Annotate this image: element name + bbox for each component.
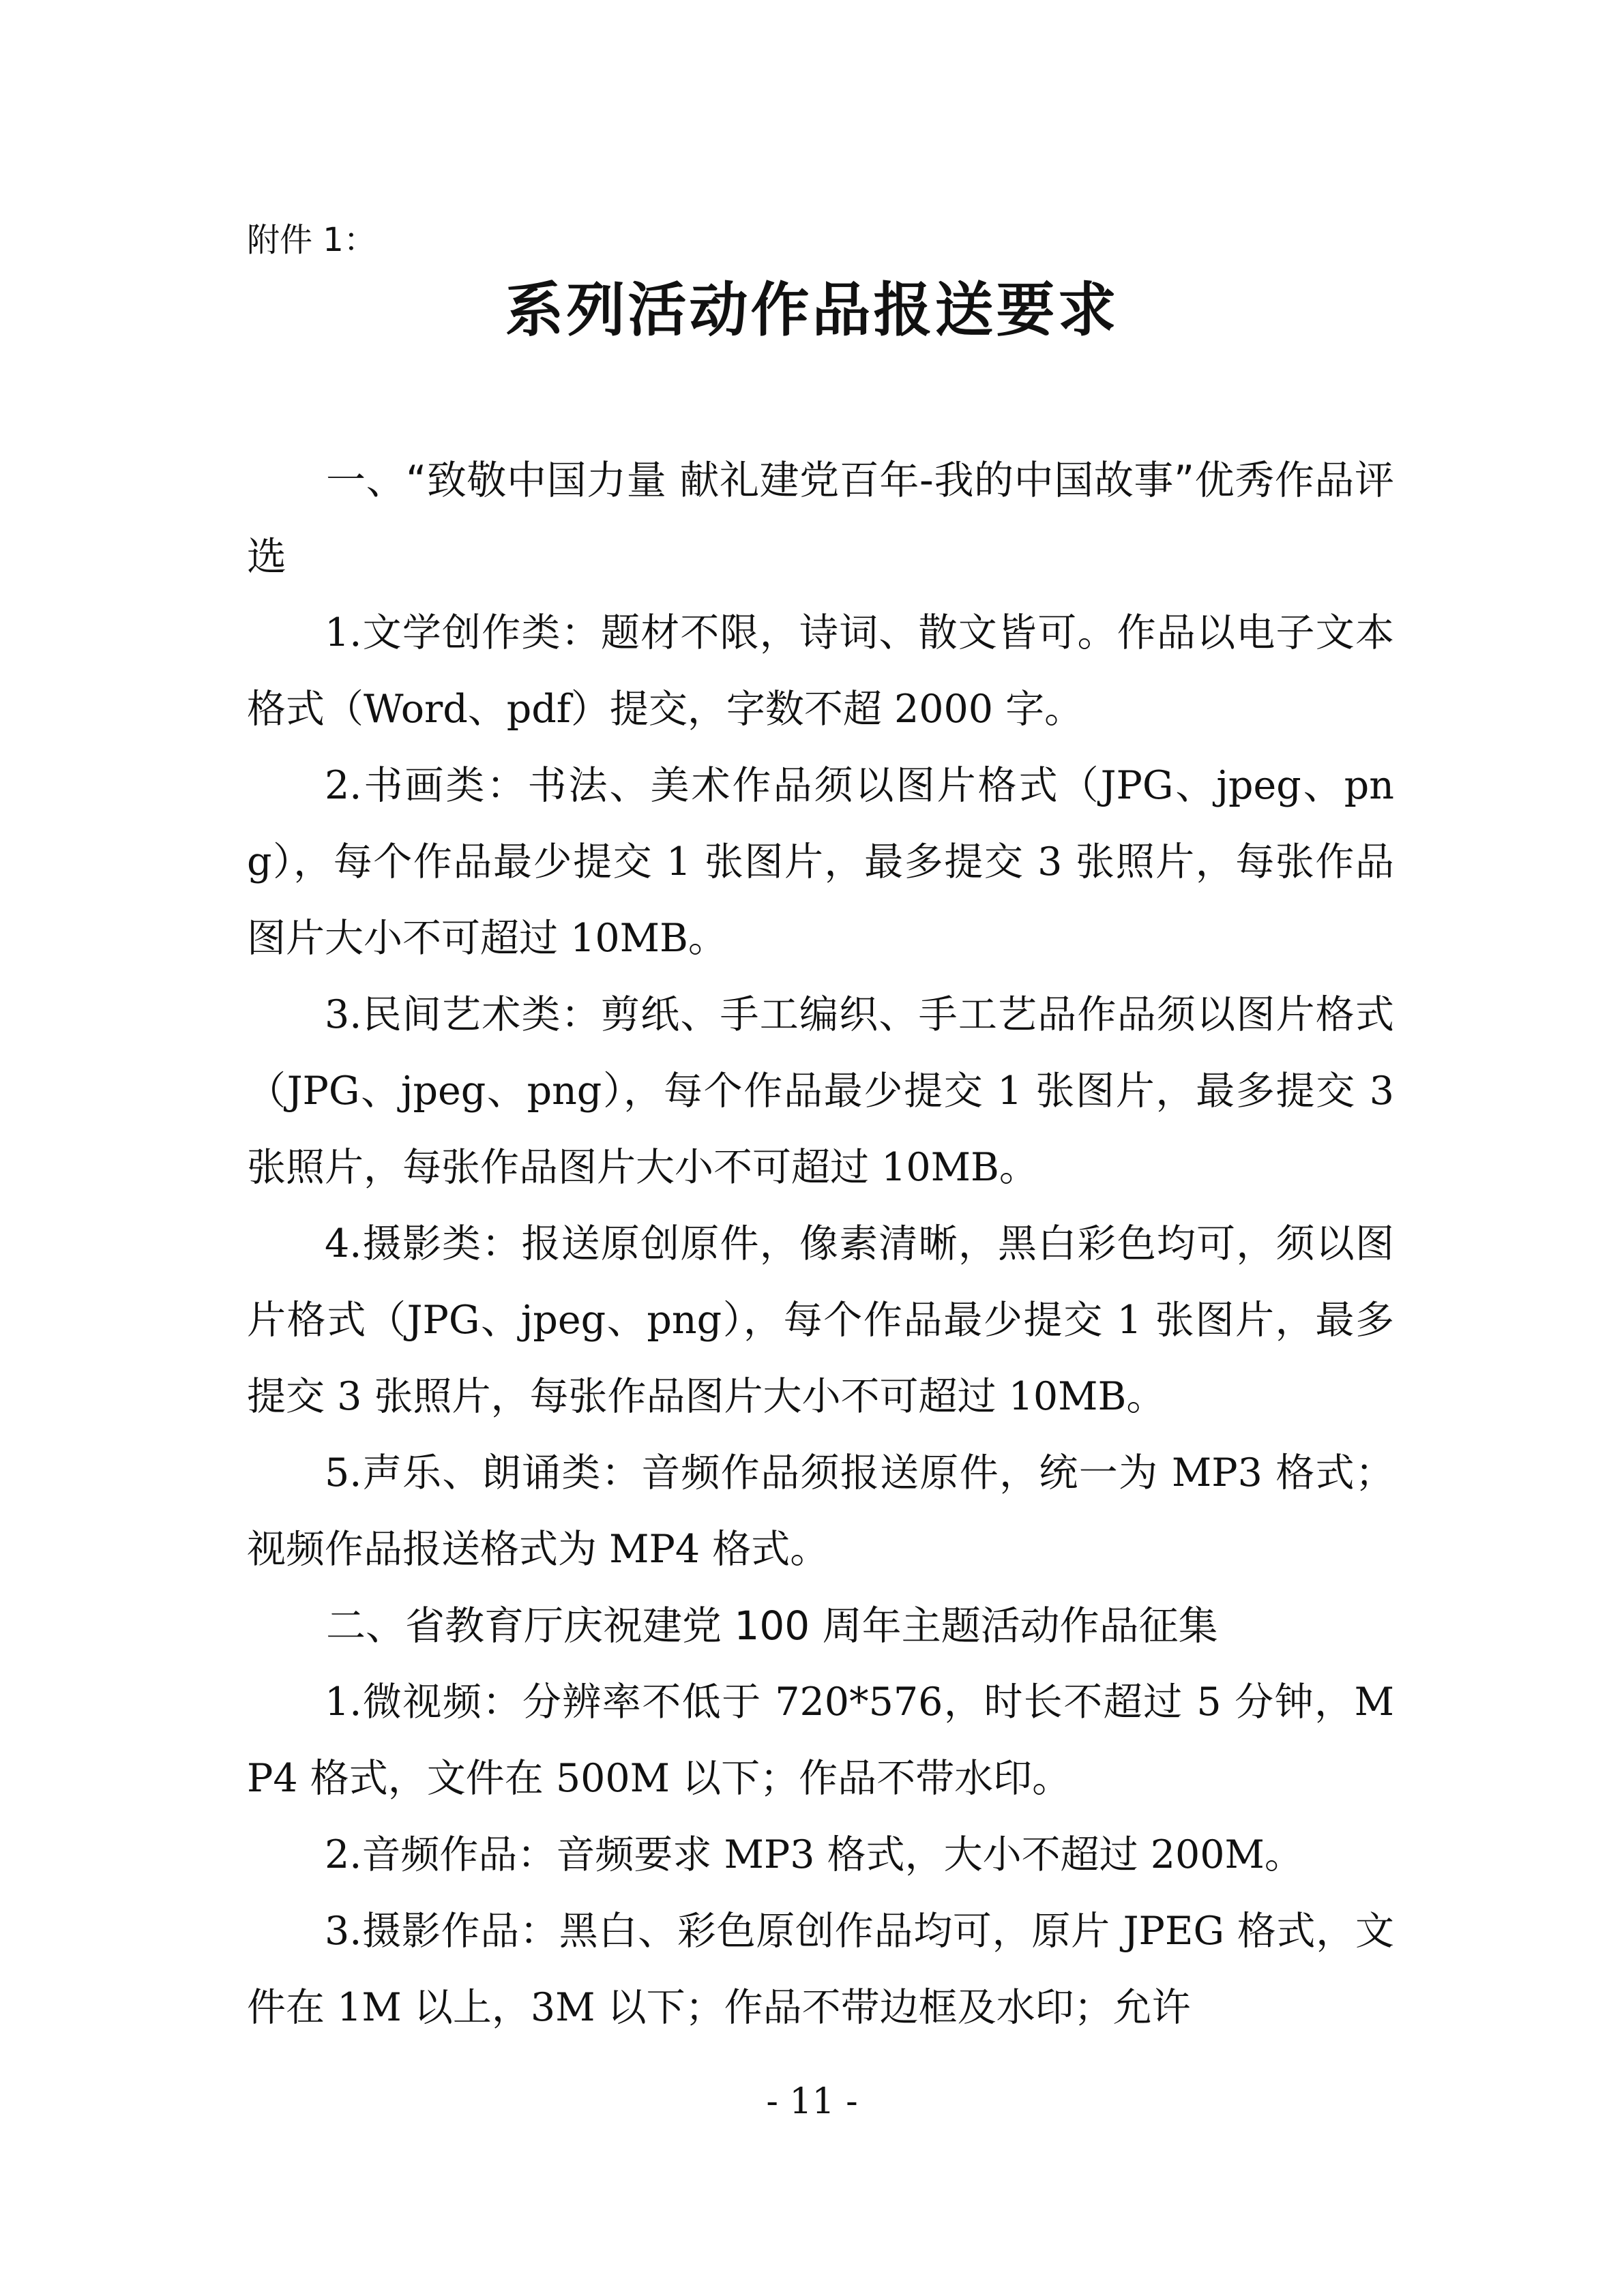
document-body <box>247 442 1394 2046</box>
document-title: 系列活动作品报送要求 <box>505 275 1119 344</box>
requirement-item: 3.摄影作品：黑白、彩色原创作品均可，原片 JPEG 格式，文件在 1M 以上，3M 以下；作品不带边框及水印；允许 <box>247 1909 1394 2030</box>
requirement-item: 2.音频作品：音频要求 MP3 格式，大小不超过 200M。 <box>325 1832 1303 1877</box>
requirement-item: 3.民间艺术类：剪纸、手工编织、手工艺品作品须以图片格式（JPG、jpeg、png），每个作品最少提交 1 张图片，最多提交 3 张照片，每张作品图片大小不可超过 10MB。 <box>247 992 1394 1190</box>
section-heading: 一、“致敬中国力量 献礼建党百年-我的中国故事”优秀作品评选 <box>247 457 1394 580</box>
requirement-item: 5.声乐、朗诵类：音频作品须报送原件，统一为 MP3 格式；视频作品报送格式为 MP4 格式。 <box>247 1450 1394 1572</box>
requirement-item: 2.书画类：书法、美术作品须以图片格式（JPG、jpeg、png），每个作品最少提交 1 张图片，最多提交 3 张照片，每张作品图片大小不可超过 10MB。 <box>247 763 1394 961</box>
annex-label: 附件 1： <box>247 221 377 259</box>
section-heading: 二、省教育厅庆祝建党 100 周年主题活动作品征集 <box>326 1602 1218 1649</box>
requirement-item: 1.文学创作类：题材不限，诗词、散文皆可。作品以电子文本格式（Word、pdf）提交，字数不超 2000 字。 <box>247 610 1394 732</box>
requirement-item: 4.摄影类：报送原创原件，像素清晰，黑白彩色均可，须以图片格式（JPG、jpeg、png），每个作品最少提交 1 张图片，最多提交 3 张照片，每张作品图片大小不可超过 10MB。 <box>247 1221 1394 1419</box>
requirement-item: 1.微视频：分辨率不低于 720*576，时长不超过 5 分钟，MP4 格式，文件在 500M 以下；作品不带水印。 <box>247 1680 1394 1801</box>
page-number: - 11 - <box>766 2081 858 2122</box>
